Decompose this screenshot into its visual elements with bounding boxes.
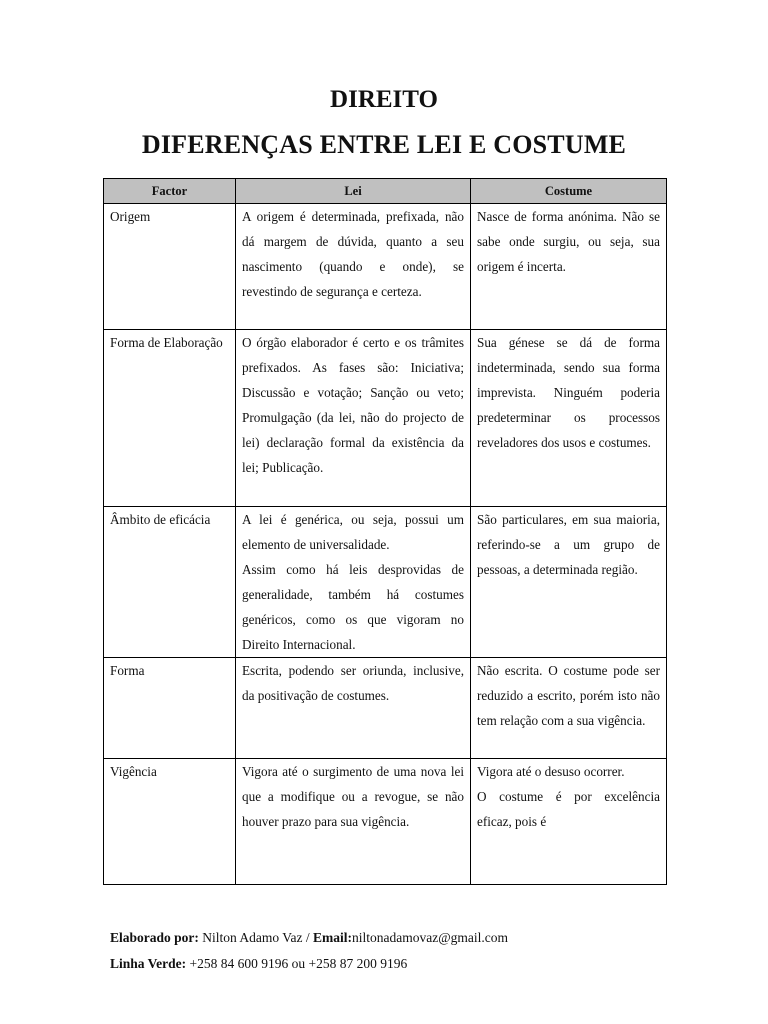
row-factor: Vigência bbox=[104, 759, 236, 885]
row-costume: Sua génese se dá de forma indeterminada, sendo sua forma imprevista. Ninguém poderia predeterminar os processos reveladores dos usos e costumes. bbox=[471, 330, 667, 507]
row-lei-paragraph: Assim como há leis desprovidas de generalidade, também há costumes genéricos, como os que vigoram no Direito Internacional. bbox=[242, 562, 464, 652]
table-row bbox=[104, 507, 667, 658]
email-link[interactable]: niltonadamovaz@gmail.com bbox=[352, 930, 509, 945]
row-lei: Vigora até o surgimento de uma nova lei que a modifique ou a revogue, se não houver prazo para sua vigência. bbox=[236, 759, 471, 885]
phone-label: Linha Verde: bbox=[110, 956, 187, 971]
row-lei bbox=[236, 507, 471, 658]
row-costume-paragraph: Vigora até o desuso ocorrer. bbox=[477, 764, 625, 779]
row-lei-paragraph: A lei é genérica, ou seja, possui um elemento de universalidade. bbox=[242, 512, 464, 552]
table-header-row bbox=[104, 179, 667, 204]
table-row bbox=[104, 759, 667, 885]
author-label: Elaborado por: bbox=[110, 930, 199, 945]
row-costume: Não escrita. O costume pode ser reduzido a escrito, porém isto não tem relação com a sua vigência. bbox=[471, 658, 667, 759]
row-factor: Forma bbox=[104, 658, 236, 759]
footer-author-line bbox=[110, 930, 508, 946]
phone-numbers: +258 84 600 9196 ou +258 87 200 9196 bbox=[186, 956, 408, 971]
row-lei: A origem é determinada, prefixada, não dá margem de dúvida, quanto a seu nascimento (quando e onde), se revestindo de segurança e certeza. bbox=[236, 204, 471, 330]
row-costume bbox=[471, 759, 667, 885]
table-row bbox=[104, 658, 667, 759]
header-factor: Factor bbox=[104, 179, 236, 204]
row-factor: Âmbito de eficácia bbox=[104, 507, 236, 658]
row-costume-paragraph: O costume é por excelência eficaz, pois é bbox=[477, 789, 660, 829]
row-factor: Forma de Elaboração bbox=[104, 330, 236, 507]
document-subtitle: DIFERENÇAS ENTRE LEI E COSTUME bbox=[141, 130, 627, 159]
author-name: Nilton Adamo Vaz / bbox=[198, 930, 314, 945]
header-costume: Costume bbox=[471, 179, 667, 204]
email-label: Email: bbox=[313, 930, 353, 945]
table-row bbox=[104, 330, 667, 507]
row-lei: Escrita, podendo ser oriunda, inclusive, da positivação de costumes. bbox=[236, 658, 471, 759]
row-factor: Origem bbox=[104, 204, 236, 330]
comparison-table bbox=[103, 178, 667, 885]
table-row bbox=[104, 204, 667, 330]
row-costume: São particulares, em sua maioria, referindo-se a um grupo de pessoas, a determinada região. bbox=[471, 507, 667, 658]
row-costume: Nasce de forma anónima. Não se sabe onde surgiu, ou seja, sua origem é incerta. bbox=[471, 204, 667, 330]
document-title: DIREITO bbox=[330, 86, 438, 113]
header-lei: Lei bbox=[236, 179, 471, 204]
footer-phone-line bbox=[110, 956, 407, 972]
row-lei: O órgão elaborador é certo e os trâmites prefixados. As fases são: Iniciativa; Discussão e votação; Sanção ou veto; Promulgação (da lei, não do projecto de lei) declaração formal da existência da lei; Publicação. bbox=[236, 330, 471, 507]
